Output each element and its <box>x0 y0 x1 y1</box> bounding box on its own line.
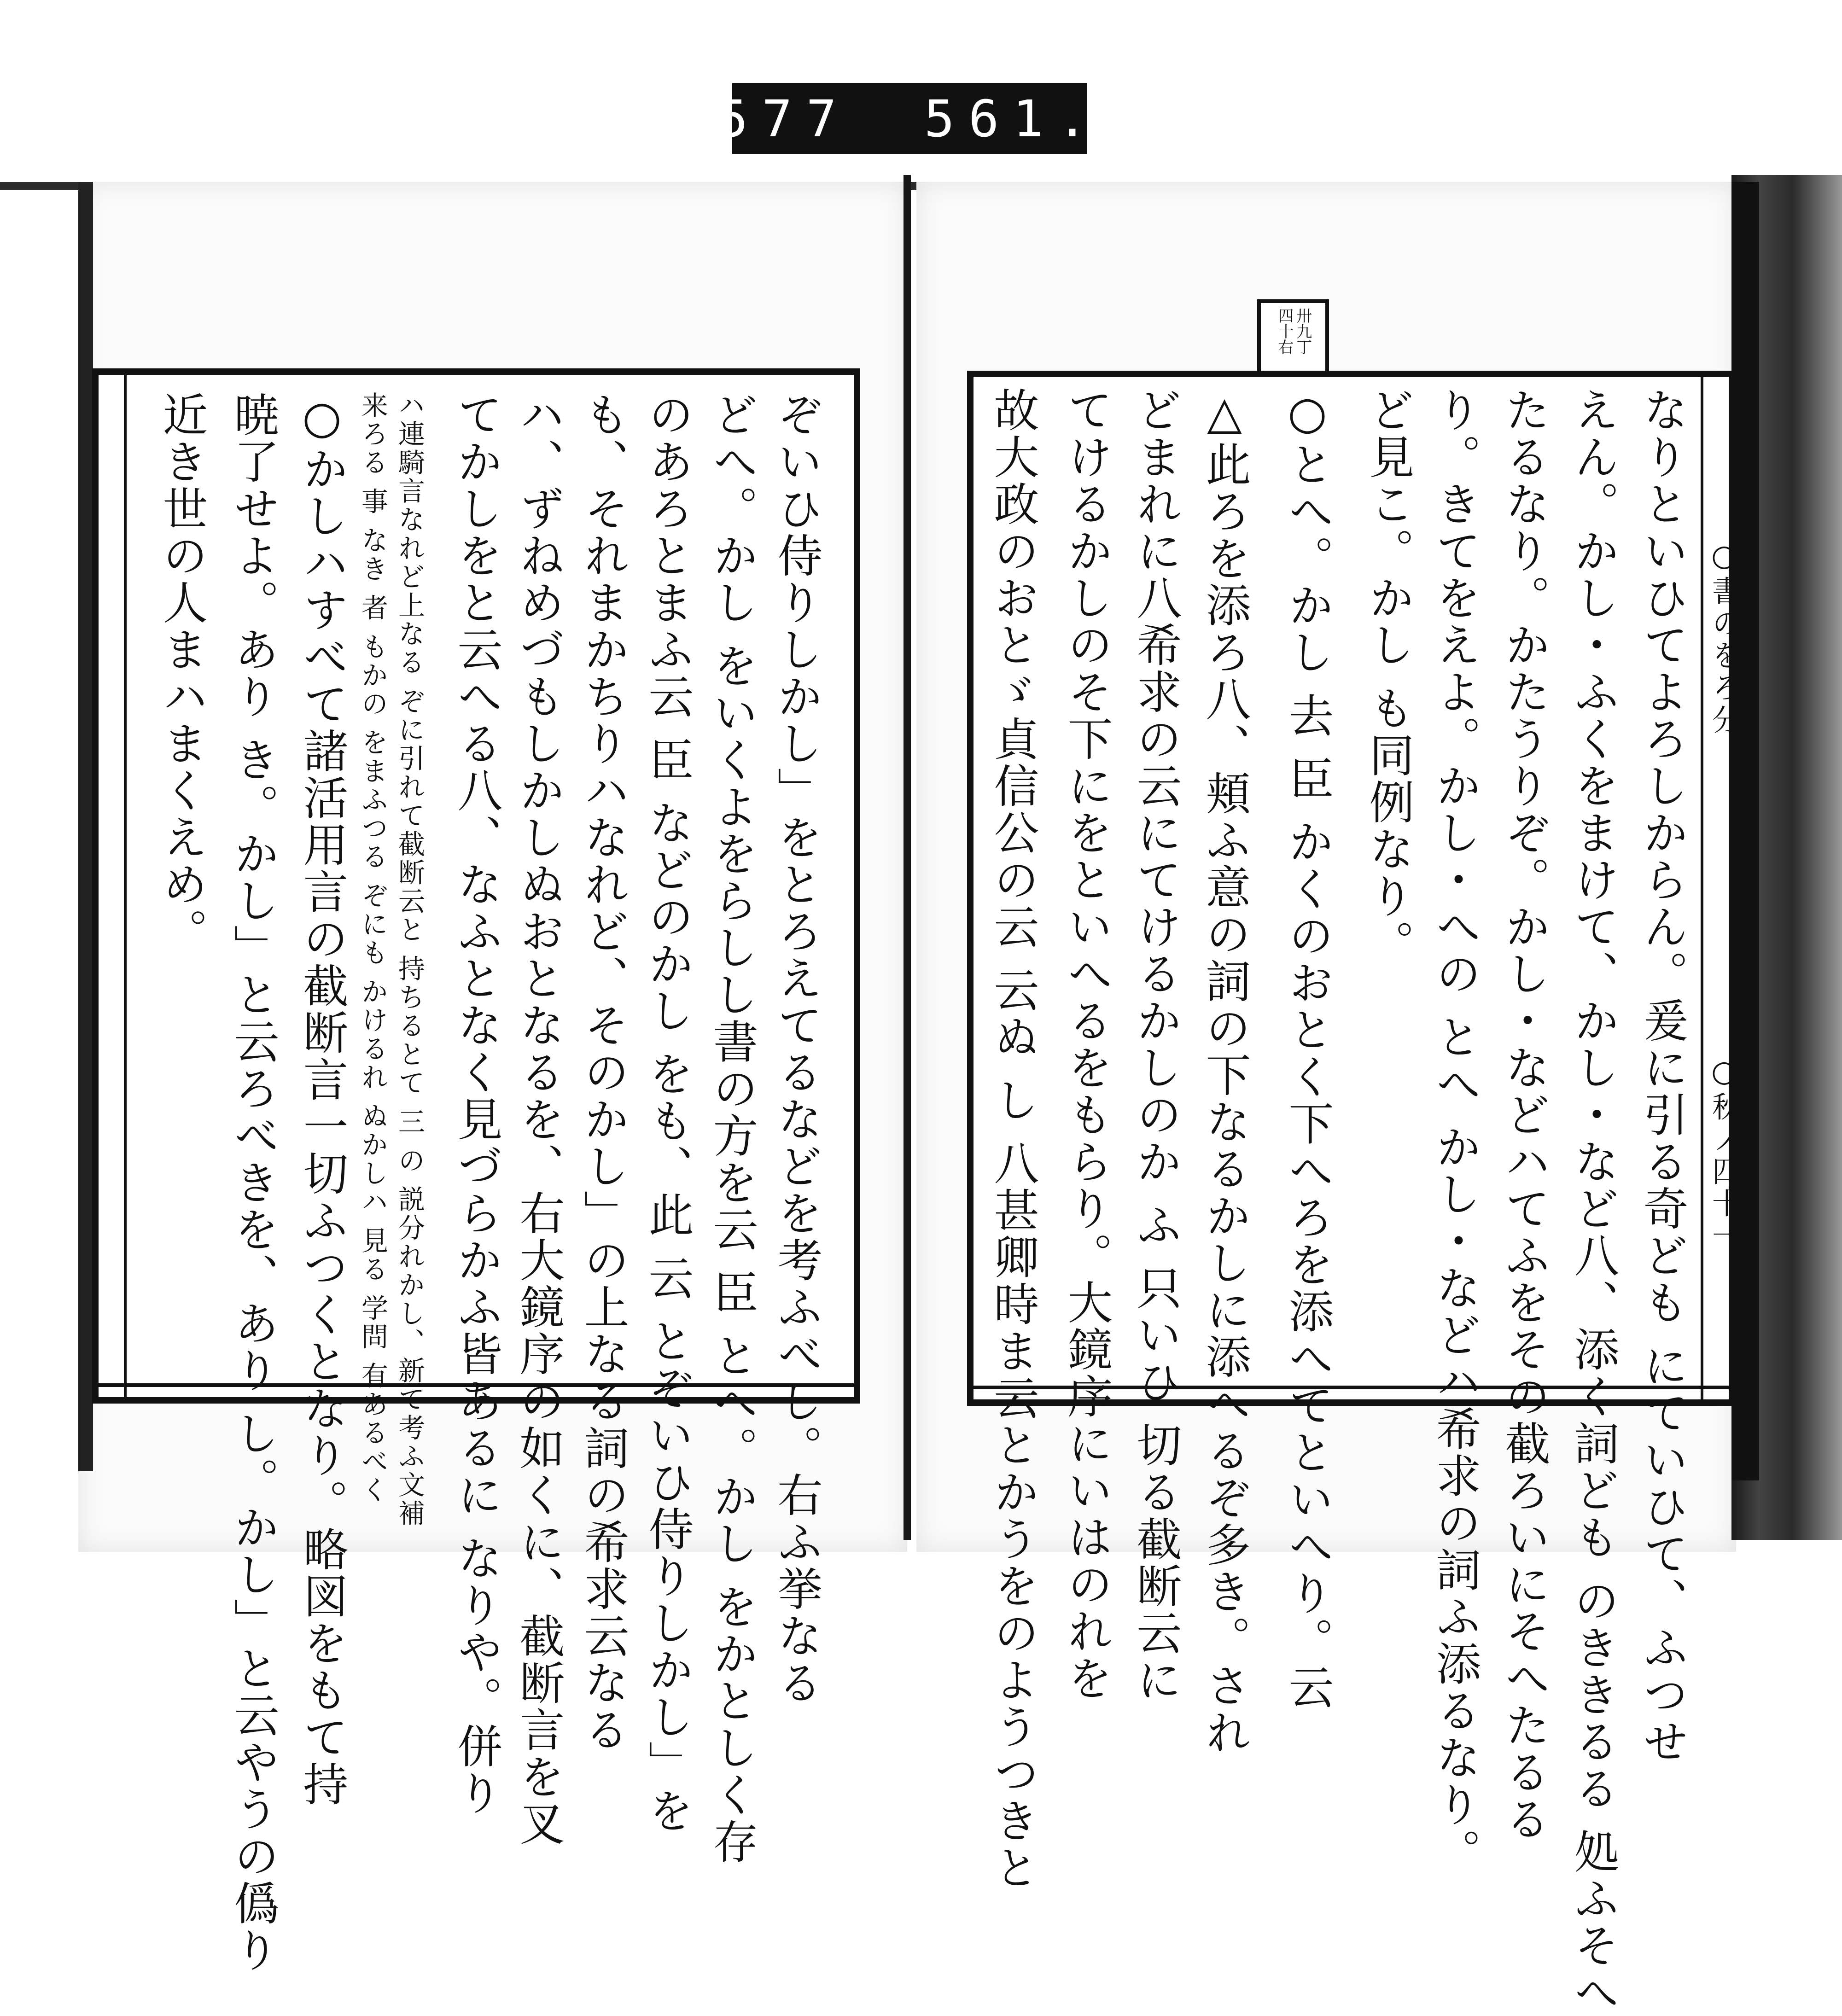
stamp-line-2: 四十右 <box>1275 308 1294 355</box>
left-column-11: 近き世の人まハまくえめ。 <box>155 391 208 955</box>
right-column-3: たるなり。かたうりぞ。かし・などハてふをその截ろいにそへたるる <box>1498 387 1550 1843</box>
right-frame-margin-rule <box>1701 377 1703 1399</box>
book-spine <box>904 175 911 1540</box>
right-column-4: り。きてをえよ。かし・への とへ かし・などハ希求の詞ふ添るなり。 <box>1428 387 1481 1876</box>
right-column-9: てけるかしのそ下にをといへるをもらり。大鏡序にいはのれを <box>1060 387 1113 1702</box>
left-column-6: てかしをと云へる八、なふとなく見づらかふ皆あるに なりや。併り <box>450 391 502 1817</box>
right-column-8: どまれに八希求の云にてけるかしのか ふ 只いひ 切る截断云に <box>1129 387 1182 1704</box>
right-column-5: ど見こ。かし も同例なり。 <box>1362 387 1414 967</box>
left-column-4: も、それまかちりハなれど、そのかし」の上なる詞の希求云なる <box>577 391 629 1754</box>
left-page-edge <box>78 182 93 1471</box>
left-column-8-small: 来ろる 事 なき 者 もかの をまふつる ぞにも かけるれ ぬかしハ 見る 学問 有あるべく <box>357 391 388 1504</box>
right-column-1: なりといひてよろしからん。爰に引る奇ども にていひて、ふつせ <box>1636 387 1688 1765</box>
right-column-10: 故大政のおとゞ貞信公の云 云ぬ し 八甚卿時ま云とかうをのようつきと <box>986 387 1039 1892</box>
stamp-line-1: 卅九丁 <box>1293 308 1312 355</box>
right-margin-bottom-note: ○秋ノ四十一 <box>1707 1055 1741 1253</box>
left-column-1: ぞいひ侍りしかし」をとろえてるなどを考ふべし。右ふ挙なる <box>770 391 822 1707</box>
left-column-3: のあろとまふ云 臣 などのかし をも、此 云 とぞいひ侍りしかし」を <box>641 391 694 1835</box>
left-column-10: 暁了せよ。あり き。かし」と云ろべきを、あり し。かし」と云やうの僞り <box>227 391 279 1974</box>
right-margin-top-note: ○書のをろ分 <box>1707 539 1741 737</box>
film-frame-label <box>717 83 1102 154</box>
right-page-edge <box>1731 182 1759 1480</box>
left-column-5: ハ、ずねめづもしかしぬおとなるを、右大鏡序の如くに、截断言を叉 <box>512 391 565 1847</box>
left-column-7-small: ハ連騎言なれど上なる ぞに引れて截断云と 持ちるとて 三 の 説分れかし、新て考ふ文補 <box>394 391 425 1528</box>
right-column-6: ○とへ。かし 去 臣 かくのおとく下へろを添へてといへり。云 <box>1281 387 1334 1711</box>
left-column-2: どへ。かし をいくよをらしし書の方を云 臣 とへ。かし をかとしく存 <box>705 391 758 1865</box>
left-frame-margin-rule <box>124 375 127 1397</box>
right-column-7: △此ろを添ろ八、頬ふ意の詞の下なるかしに添へるぞ多き。され <box>1198 387 1251 1756</box>
left-column-9: ○かしハすべて諸活用言の截断言一切ふつくとなり。略図をもて持 <box>296 391 348 1808</box>
film-number-right: 561. <box>924 89 1102 148</box>
right-column-2: えん。かし・ふくをまけて、かし・など八、添く詞ども のききるる 処ふそへ <box>1567 387 1619 2016</box>
film-number-left: 577 <box>717 89 851 148</box>
